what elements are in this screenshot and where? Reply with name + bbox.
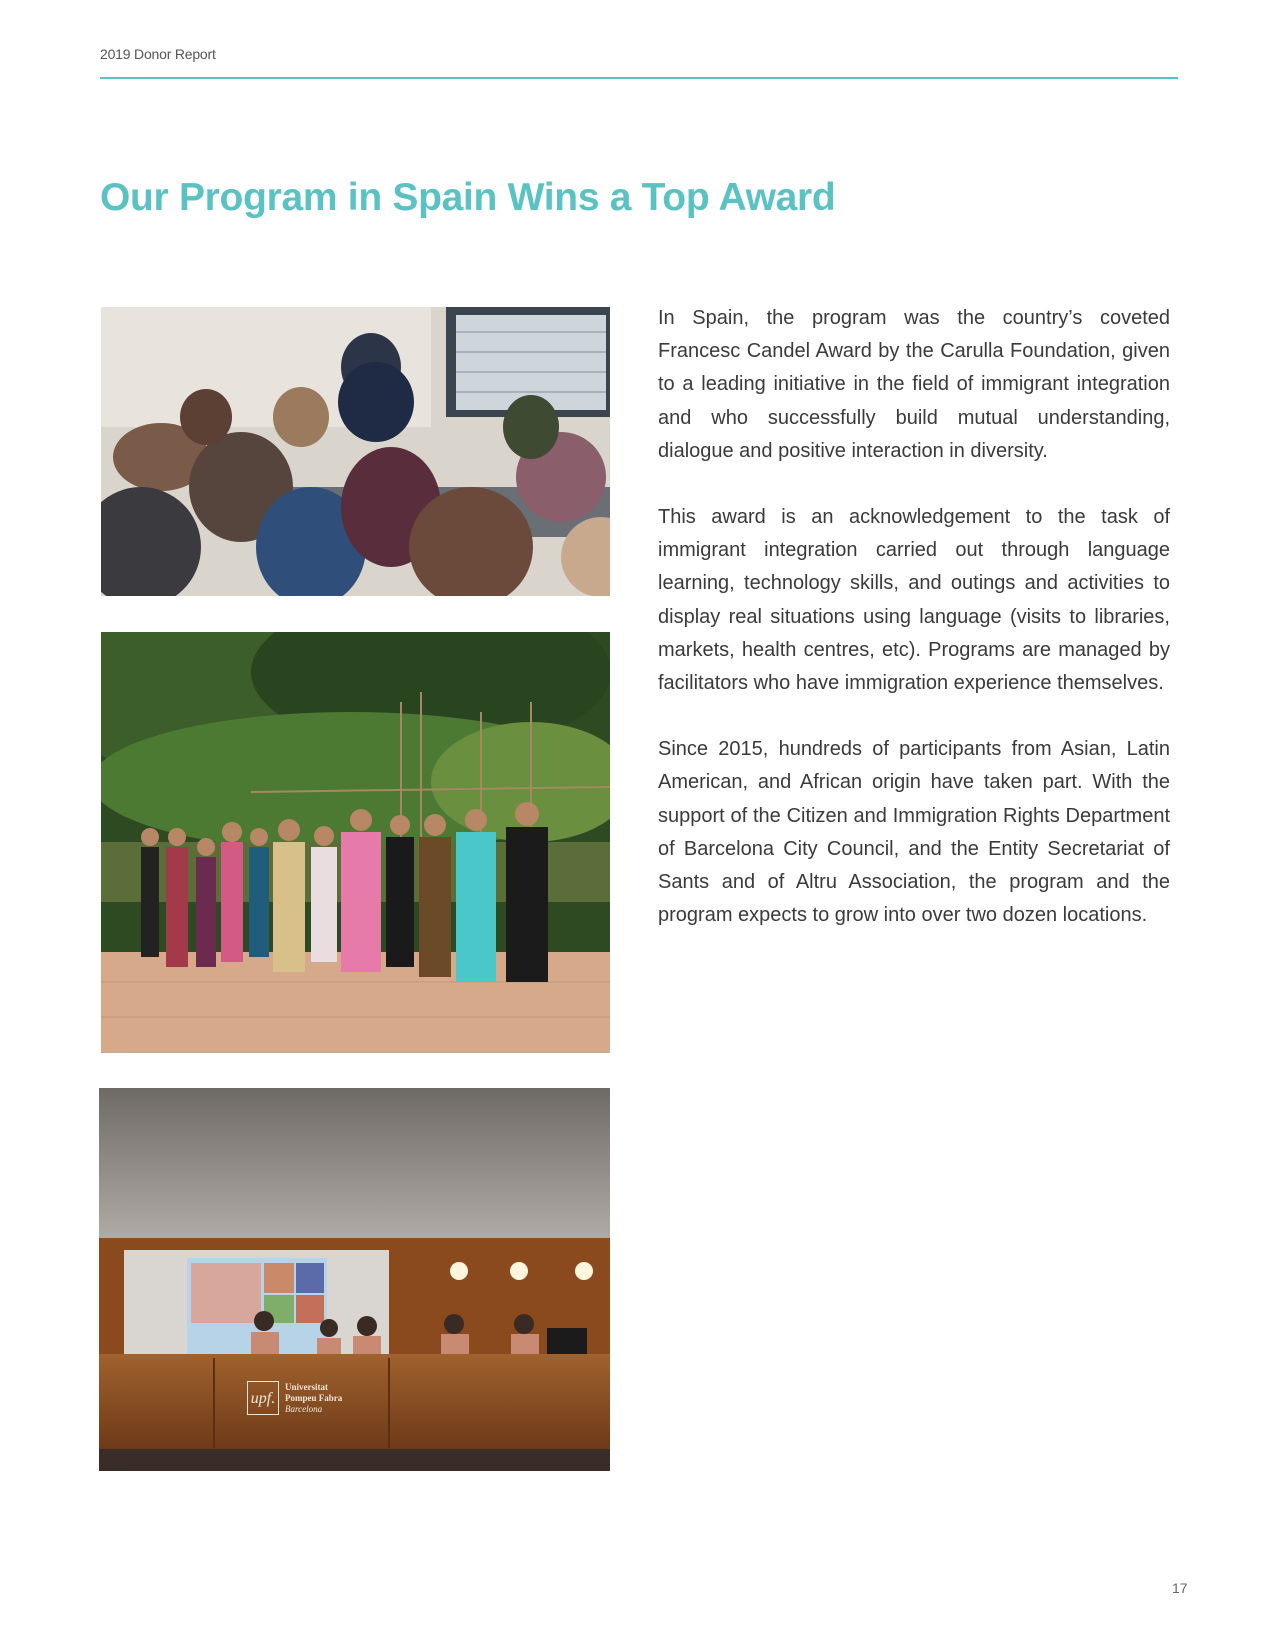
- article-body: [658, 302, 1170, 965]
- garden-group-photo: [101, 632, 610, 1053]
- conference-panel-photo: [99, 1088, 610, 1471]
- header-divider: [100, 77, 1178, 79]
- sign-line: Universitat: [285, 1382, 328, 1392]
- page-title: Our Program in Spain Wins a Top Award: [100, 176, 836, 219]
- report-header-label: 2019 Donor Report: [100, 46, 216, 62]
- paragraph: This award is an acknowledgement to the task of immigrant integration carried out through language learning, technology skills, and outings and activities to display real situations using language (visits to libraries, markets, health centres, etc). Programs are managed by facilitators who have immigration experience themselves.: [658, 506, 1170, 695]
- page-number: 17: [1172, 1580, 1188, 1596]
- paragraph: In Spain, the program was the country’s coveted Francesc Candel Award by the Carulla Foundation, given to a leading initiative in the field of immigrant integration and who successfully build mutual understanding, dialogue and positive interaction in diversity.: [658, 307, 1170, 462]
- classroom-group-photo: [101, 307, 610, 596]
- university-logo: upf.: [247, 1381, 279, 1415]
- university-sign: [247, 1381, 357, 1425]
- sign-line: Pompeu Fabra: [285, 1393, 343, 1403]
- sign-line: Barcelona: [285, 1404, 323, 1414]
- paragraph: Since 2015, hundreds of participants from Asian, Latin American, and African origin have taken part. With the support of the Citizen and Immigration Rights Department of Barcelona City Council, and the Entity Secretariat of Sants and of Altru Association, the program and the program expects to grow into over two dozen locations.: [658, 738, 1170, 927]
